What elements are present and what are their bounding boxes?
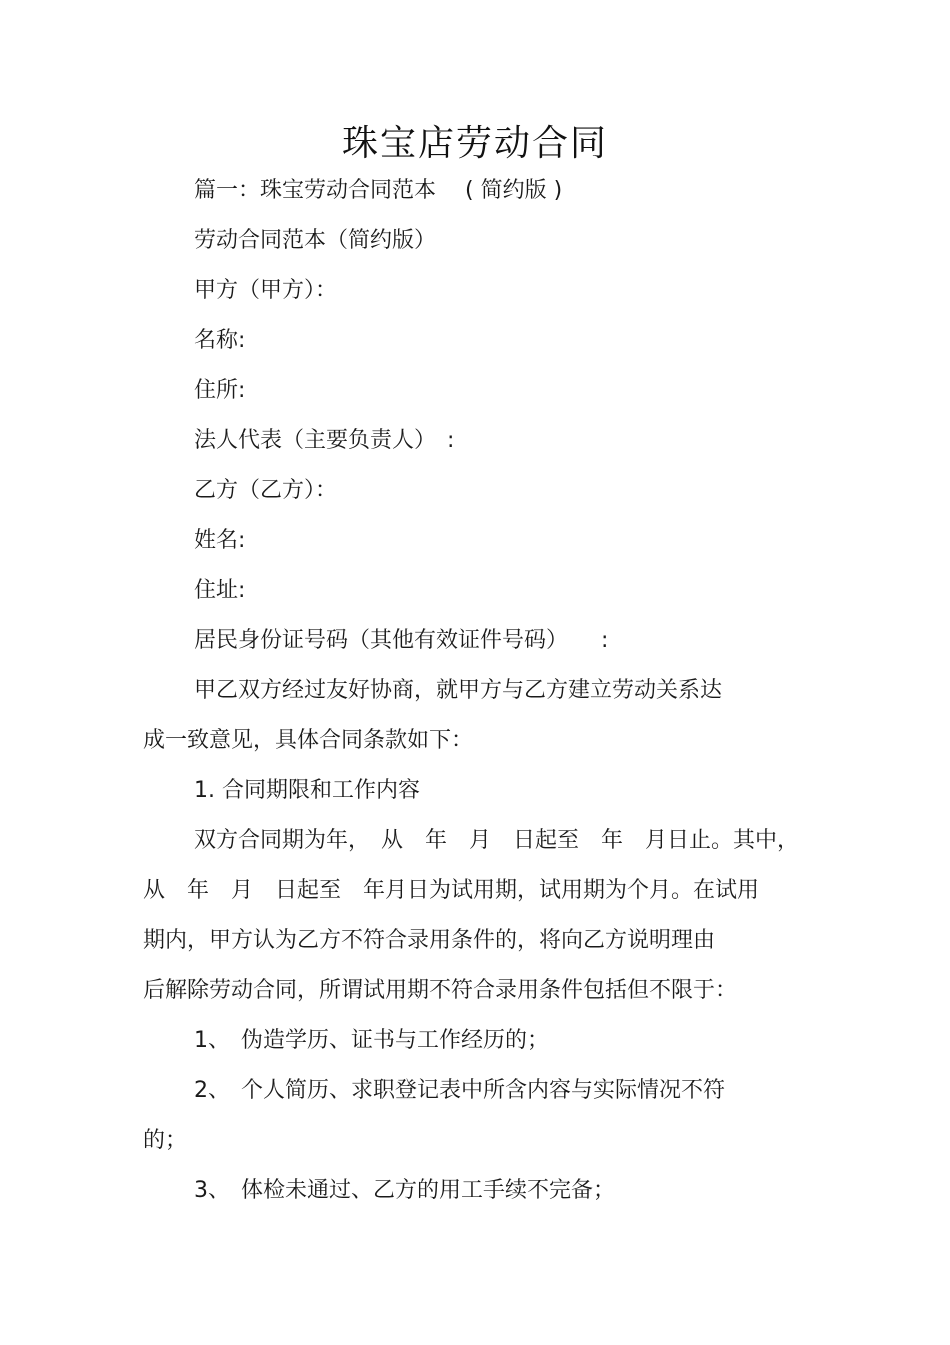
clause-heading: 1. 合同期限和工作内容 xyxy=(194,778,420,803)
party-b-id-field: 居民身份证号码（其他有效证件号码） : xyxy=(194,628,609,653)
body-paragraph-line: 后解除劳动合同，所谓试用期不符合录用条件包括但不限于： xyxy=(143,978,738,1003)
party-b-name-field: 姓名: xyxy=(194,528,246,553)
body-paragraph-line: 期内，甲方认为乙方不符合录用条件的，将向乙方说明理由 xyxy=(143,928,716,953)
list-item: 1、 伪造学历、证书与工作经历的； xyxy=(194,1028,549,1053)
section-heading: 篇一：珠宝劳动合同范本 ( 简约版 ) xyxy=(194,178,563,203)
party-b-address-field: 住址: xyxy=(194,578,246,603)
body-paragraph-line: 从 年 月 日起至 年月日为试用期，试用期为个月。在试用 xyxy=(143,878,760,903)
list-item-continuation: 的； xyxy=(143,1128,188,1153)
body-paragraph-line: 双方合同期为年， 从 年 月 日起至 年 月日止。其中， xyxy=(194,828,800,853)
party-a-name-field: 名称: xyxy=(194,328,246,353)
party-a-address-field: 住所: xyxy=(194,378,246,403)
list-item: 3、 体检未通过、乙方的用工手续不完备； xyxy=(194,1178,615,1203)
document-title: 珠宝店劳动合同 xyxy=(341,123,608,164)
body-paragraph-line: 成一致意见，具体合同条款如下： xyxy=(143,728,474,753)
party-b-label: 乙方（乙方）： xyxy=(194,478,338,503)
party-a-label: 甲方（甲方）： xyxy=(194,278,338,303)
party-a-representative-field: 法人代表（主要负责人） : xyxy=(194,428,455,453)
contract-subtitle: 劳动合同范本（简约版） xyxy=(194,228,437,253)
body-paragraph-line: 甲乙双方经过友好协商，就甲方与乙方建立劳动关系达 xyxy=(194,678,723,703)
list-item: 2、 个人简历、求职登记表中所含内容与实际情况不符 xyxy=(194,1078,725,1103)
